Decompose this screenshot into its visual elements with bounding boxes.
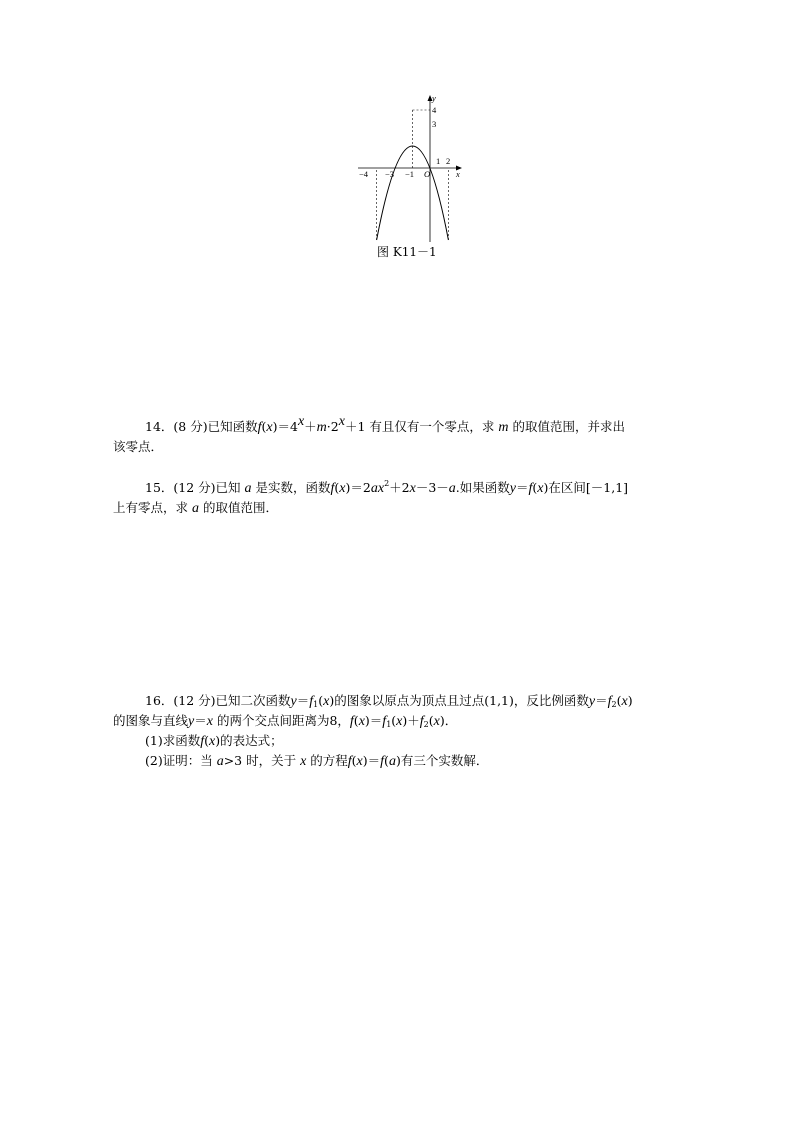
problem-16-part-2: (2)证明：当 a>3 时，关于 x 的方程f(x)＝f(a)有三个实数解． bbox=[145, 753, 489, 769]
x-axis-label: x bbox=[456, 169, 460, 179]
x-tick-minus-3: −3 bbox=[385, 169, 395, 179]
problem-14-line-1: 14．(8 分)已知函数$f(x)=4^x+m\cdot 2^x+1$ 有且仅有一个零点，求 m 的取值范围，并求出 bbox=[145, 414, 625, 435]
parabola-figure bbox=[356, 92, 466, 244]
y-tick-3: 3 bbox=[432, 119, 437, 129]
x-tick-2: 2 bbox=[446, 156, 451, 166]
y-axis-label: y bbox=[432, 93, 436, 103]
problem-16-part-1: (1)求函数f(x)的表达式； bbox=[145, 733, 283, 749]
x-tick-minus-4: −4 bbox=[359, 169, 369, 179]
problem-15-line-1: 15．(12 分)已知 a 是实数，函数$f(x)=2ax^2+2x-3-a$.如果函数y＝f(x)在区间[－1,1] bbox=[145, 479, 629, 496]
problem-16-line-1: 16．(12 分)已知二次函数$y=f_1(x)$的图象以原点为顶点且过点(1,1)，反比例函数$y=f_2(x)$ bbox=[145, 693, 633, 709]
problem-15-number: 15．(12 分)已知 bbox=[145, 480, 241, 495]
problem-14-line-2: 该零点． bbox=[113, 439, 164, 454]
figure-caption: 图 K11－1 bbox=[377, 245, 437, 259]
problem-14-number: 14．(8 分)已知函数 bbox=[145, 419, 258, 434]
problem-16-number: 16．(12 分)已知二次函数 bbox=[145, 693, 291, 708]
x-tick-minus-1: −1 bbox=[405, 169, 415, 179]
y-tick-4: 4 bbox=[432, 105, 437, 115]
problem-16-line-2: 的图象与直线y＝x 的两个交点间距离为8，$f(x)=f_1(x)+f_2(x)$． bbox=[113, 713, 458, 729]
origin-label: O bbox=[424, 169, 431, 179]
problem-15-line-2: 上有零点，求 a 的取值范围． bbox=[113, 500, 278, 516]
x-tick-1: 1 bbox=[436, 156, 441, 166]
